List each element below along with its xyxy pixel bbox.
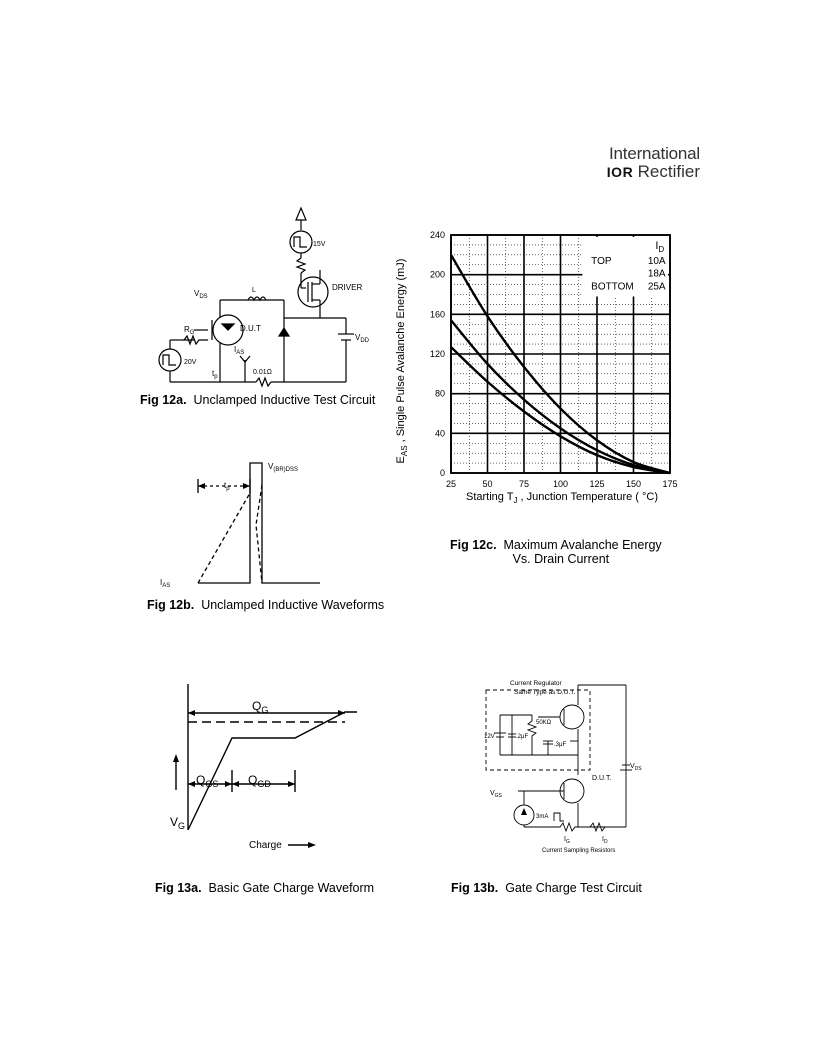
label-tp-12b: $t_p$: [224, 481, 230, 492]
arrow-left-icon-qg: [188, 710, 195, 716]
label-id: $I_D$: [602, 836, 608, 845]
fig12c-xlabel-sub: J: [513, 496, 518, 506]
legend-row-label: BOTTOM: [591, 281, 634, 293]
label-001ohm: 0.01Ω: [253, 369, 272, 376]
label-charge: Charge: [249, 840, 282, 851]
fig13b-caption-num: Fig 13b.: [451, 881, 499, 895]
fig13a-waveform: [160, 680, 360, 860]
x-tick-label: 175: [662, 479, 678, 489]
legend-row-value: 18A: [647, 268, 666, 280]
y-tick-label: 40: [434, 428, 445, 439]
brand-line1: International: [609, 144, 700, 163]
fig12a-circuit: [150, 200, 380, 390]
arrow-left-icon: [198, 483, 205, 489]
pulse-source-icon: [290, 231, 312, 253]
label-reg2: Same Type as D.U.T.: [514, 689, 576, 696]
fig12b-caption-num: Fig 12b.: [147, 598, 195, 612]
label-ias-12b: $I_{AS}$: [160, 578, 171, 589]
fig13b-circuit: [480, 675, 650, 860]
x-tick-label: 75: [518, 479, 530, 489]
x-tick-label: 150: [625, 479, 642, 489]
label-ias: $I_{AS}$: [234, 345, 245, 356]
x-tick-label: 25: [445, 479, 457, 489]
label-15v: 15V: [313, 241, 326, 248]
ior-logo-mark: IOR: [606, 164, 634, 180]
fig13a-caption-num: Fig 13a.: [155, 881, 202, 895]
label-qg: $Q_G$: [252, 699, 269, 715]
label-vg: $V_G$: [170, 815, 186, 831]
legend-row-value: 10A: [647, 255, 666, 267]
label-dut-13b: D.U.T.: [592, 775, 612, 782]
fig12b-caption: [147, 598, 384, 612]
label-rg: $R_G$: [184, 325, 195, 336]
label-3uf: .3μF: [554, 742, 567, 748]
fig12a-caption-text: Unclamped Inductive Test Circuit: [193, 393, 376, 407]
brand-line2: Rectifier: [637, 162, 700, 181]
label-vdd: $V_{DD}$: [355, 333, 370, 344]
legend-row-value: 25A: [647, 281, 666, 293]
label-20v: 20V: [184, 359, 197, 366]
label-vgs-13b: $V_{GS}$: [490, 790, 502, 799]
fig12c-ylabel-pre: E: [394, 456, 407, 464]
arrow-right-icon-qg: [338, 710, 345, 716]
arrow-right-icon-charge: [308, 842, 316, 848]
fig13b-caption: [451, 881, 642, 895]
fig13a-caption-text: Basic Gate Charge Waveform: [208, 881, 375, 895]
label-qgs: $Q_{GS}$: [196, 773, 219, 789]
label-2uf: .2μF: [516, 734, 529, 740]
x-tick-label: 125: [589, 479, 605, 489]
diode-icon: [279, 328, 289, 336]
label-vds-13b: $V_{DS}$: [630, 763, 642, 772]
fig12c-caption: [450, 538, 662, 566]
fig12c-xlabel-pre: Starting T: [466, 491, 514, 503]
label-ig: $I_G$: [564, 836, 570, 845]
driver-mosfet-icon: [298, 277, 328, 307]
label-3ma: 3mA: [536, 814, 549, 820]
label-vds: $V_{DS}$: [194, 289, 208, 300]
y-tick-label: 80: [434, 388, 445, 399]
fig12c-caption-num: Fig 12c.: [450, 538, 497, 552]
label-l: L: [252, 287, 256, 294]
fig12a-caption: [140, 393, 375, 407]
label-dut: D.U.T: [240, 324, 261, 333]
arrow-right-icon: [243, 483, 250, 489]
fig12c-ylabel-post: , Single Pulse Avalanche Energy (mJ): [394, 258, 407, 446]
y-tick-label: 240: [429, 230, 445, 240]
fig12c-xlabel-post: , Junction Temperature ( °C): [517, 491, 659, 503]
pulse-source-icon-2: [159, 349, 181, 371]
fig13b-caption-text: Gate Charge Test Circuit: [505, 881, 642, 895]
label-tp: $t_p$: [212, 369, 218, 380]
fig12b-waveform: [150, 455, 380, 595]
x-tick-label: 100: [552, 479, 569, 489]
rg-resistor-icon: [184, 336, 208, 344]
label-reg1: Current Regulator: [510, 680, 562, 687]
fig12c-chart: [400, 225, 690, 515]
fig12a-caption-num: Fig 12a.: [140, 393, 187, 407]
y-tick-label: 0: [439, 468, 445, 478]
brand-logo: [600, 144, 700, 182]
legend-row-label: TOP: [591, 255, 612, 267]
label-sampling: Current Sampling Resistors: [542, 848, 616, 854]
fig12c-ylabel-sub: AS: [400, 445, 410, 457]
sense-resistor-icon: [256, 378, 271, 386]
fig12c-xlabel: [466, 491, 658, 505]
label-12v: 12V: [484, 734, 495, 740]
regulator-box: [486, 690, 590, 770]
x-tick-label: 50: [482, 479, 493, 489]
fig12b-caption-text: Unclamped Inductive Waveforms: [201, 598, 385, 612]
y-tick-label: 120: [429, 349, 445, 359]
y-tick-label: 160: [429, 309, 445, 320]
arrow-up-icon-vg: [173, 754, 179, 762]
label-driver: DRIVER: [332, 283, 363, 292]
fig12c-caption-line1: Maximum Avalanche Energy: [503, 538, 662, 552]
legend-header: $I_D$: [655, 239, 665, 254]
label-qgd: $Q_{GD}$: [248, 773, 271, 789]
label-50k: 50KΩ: [536, 720, 552, 726]
fig12c-caption-line2: Vs. Drain Current: [512, 552, 610, 566]
fig13a-caption: [155, 881, 374, 895]
arrow-up-icon: [296, 208, 306, 220]
label-vbr: $V_{(BR)DSS}$: [268, 462, 299, 473]
y-tick-label: 200: [429, 269, 445, 280]
